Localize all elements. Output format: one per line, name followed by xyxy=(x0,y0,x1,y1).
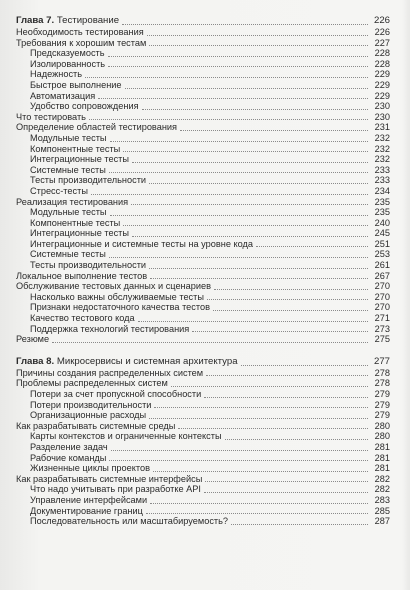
toc-entry-title: Автоматизация xyxy=(30,90,96,101)
toc-entry-page-number: 278 xyxy=(374,378,390,389)
leader-dots xyxy=(225,439,368,440)
toc-entry-title: Тесты производительности xyxy=(30,260,147,271)
toc-entry-page-number: 287 xyxy=(374,516,390,527)
toc-entry-title: Компонентные тесты xyxy=(30,217,121,228)
toc-entry xyxy=(16,324,390,335)
toc-entry xyxy=(16,292,390,303)
leader-dots xyxy=(205,481,368,482)
leader-dots xyxy=(149,45,368,46)
toc-entry xyxy=(16,112,390,123)
toc-entry-page-number: 227 xyxy=(374,37,390,48)
toc-entry-page-number: 229 xyxy=(374,90,390,101)
toc-entry-page-number: 278 xyxy=(374,367,390,378)
toc-entry xyxy=(16,378,390,389)
toc-entry-title: Стресс-тесты xyxy=(30,185,88,196)
leader-dots xyxy=(192,331,368,332)
toc-entry xyxy=(16,421,390,432)
toc-entry xyxy=(16,186,390,197)
toc-entry xyxy=(16,271,390,282)
toc-entry-title: Управление интерфейсами xyxy=(30,494,148,505)
toc-entry-page-number: 280 xyxy=(374,420,390,431)
toc-entry-title: Качество тестового кода xyxy=(30,313,135,324)
leader-dots xyxy=(110,215,368,216)
toc-entry-page-number: 270 xyxy=(374,291,390,302)
toc-entry-page-number: 232 xyxy=(374,154,390,165)
leader-dots xyxy=(109,460,368,461)
toc-entry-title: Определение областей тестирования xyxy=(16,122,177,133)
toc-entry-title: Тесты производительности xyxy=(30,175,147,186)
toc-entry-page-number: 275 xyxy=(374,334,390,345)
toc-entry xyxy=(16,80,390,91)
toc-entry-page-number: 251 xyxy=(374,238,390,249)
table-of-contents xyxy=(16,14,390,527)
toc-entry xyxy=(16,197,390,208)
toc-entry xyxy=(16,442,390,453)
chapter-label xyxy=(16,355,238,368)
leader-dots xyxy=(149,268,368,269)
leader-dots xyxy=(206,375,368,376)
toc-entry-title: Изолированность xyxy=(30,58,106,69)
leader-dots xyxy=(204,492,368,493)
toc-entry-page-number: 283 xyxy=(374,494,390,505)
toc-entry-page-number: 226 xyxy=(374,27,390,37)
leader-dots xyxy=(89,119,368,120)
toc-entry-page-number: 228 xyxy=(374,48,390,59)
leader-dots xyxy=(171,386,368,387)
toc-entry-title: Рабочие команды xyxy=(30,452,107,463)
toc-entry-title: Требования к хорошим тестам xyxy=(16,37,147,48)
toc-entry xyxy=(16,516,390,527)
leader-dots xyxy=(91,194,368,195)
leader-dots xyxy=(110,141,368,142)
toc-entry xyxy=(16,400,390,411)
toc-entry-title: Интеграционные тесты xyxy=(30,154,129,165)
leader-dots xyxy=(108,56,368,57)
toc-entry-title: Необходимость тестирования xyxy=(16,27,144,37)
toc-entry-page-number: 232 xyxy=(374,143,390,154)
toc-entry-page-number: 270 xyxy=(374,281,390,292)
leader-dots xyxy=(122,24,368,25)
leader-dots xyxy=(256,246,368,247)
chapter-label xyxy=(16,14,119,27)
toc-entry-page-number: 270 xyxy=(374,302,390,313)
toc-entry xyxy=(16,154,390,165)
toc-entry xyxy=(16,463,390,474)
toc-entry-page-number: 235 xyxy=(374,196,390,207)
toc-entry-page-number: 234 xyxy=(374,185,390,196)
toc-entry-title: Быстрое выполнение xyxy=(30,79,122,90)
toc-entry-title: Проблемы распределенных систем xyxy=(16,378,168,389)
toc-entry xyxy=(16,410,390,421)
toc-entry-title: Интеграционные и системные тесты на уровне кода xyxy=(30,238,253,249)
toc-entry-page-number: 245 xyxy=(374,228,390,239)
toc-entry-title: Удобство сопровождения xyxy=(30,101,139,112)
toc-entry-page-number: 228 xyxy=(374,58,390,69)
toc-entry-page-number: 281 xyxy=(374,441,390,452)
toc-entry-page-number: 279 xyxy=(374,410,390,421)
leader-dots xyxy=(108,66,368,67)
page-edge-shadow xyxy=(402,0,410,590)
toc-entry xyxy=(16,144,390,155)
leader-dots xyxy=(138,321,368,322)
toc-entry xyxy=(16,302,390,313)
toc-entry xyxy=(16,228,390,239)
toc-entry xyxy=(16,474,390,485)
leader-dots xyxy=(178,428,368,429)
toc-entry-page-number: 229 xyxy=(374,79,390,90)
toc-entry xyxy=(16,101,390,112)
toc-entry-title: Жизненные циклы проектов xyxy=(30,463,150,474)
toc-entry-page-number: 253 xyxy=(374,249,390,260)
toc-entry xyxy=(16,368,390,379)
toc-entry xyxy=(16,207,390,218)
toc-entry-page-number: 285 xyxy=(374,505,390,516)
leader-dots xyxy=(52,342,368,343)
toc-entry-title: Обслуживание тестовых данных и сценариев xyxy=(16,281,211,292)
leader-dots xyxy=(142,109,368,110)
leader-dots xyxy=(123,151,368,152)
toc-entry xyxy=(16,218,390,229)
toc-entry xyxy=(16,122,390,133)
leader-dots xyxy=(109,172,368,173)
leader-dots xyxy=(132,162,368,163)
leader-dots xyxy=(85,77,368,78)
toc-entry xyxy=(16,334,390,345)
toc-entry-page-number: 282 xyxy=(374,484,390,495)
toc-entry-title: Реализация тестирования xyxy=(16,196,129,207)
toc-entry-title: Интеграционные тесты xyxy=(30,228,129,239)
toc-entry xyxy=(16,59,390,70)
toc-entry-page-number: 230 xyxy=(374,101,390,112)
toc-entry-title: Организационные расходы xyxy=(30,410,147,421)
toc-entry xyxy=(16,484,390,495)
leader-dots xyxy=(109,257,368,258)
leader-dots xyxy=(149,418,368,419)
toc-entry-title: Надежность xyxy=(30,69,83,80)
toc-entry-page-number: 232 xyxy=(374,132,390,143)
toc-entry-title: Потери за счет пропускной способности xyxy=(30,389,202,399)
toc-entry-title: Предсказуемость xyxy=(30,48,105,59)
toc-entry xyxy=(16,389,390,400)
leader-dots xyxy=(98,98,368,99)
toc-entry-page-number: 233 xyxy=(374,164,390,175)
toc-entry-page-number: 235 xyxy=(374,207,390,218)
leader-dots xyxy=(111,450,368,451)
toc-entry-title: Системные тесты xyxy=(30,249,106,260)
leader-dots xyxy=(150,503,368,504)
chapter-page-number: 277 xyxy=(373,355,390,367)
toc-entry-page-number: 240 xyxy=(374,217,390,228)
leader-dots xyxy=(231,524,368,525)
toc-entry xyxy=(16,69,390,80)
chapter-title: Тестирование xyxy=(56,15,120,26)
toc-entry-title: Что тестировать xyxy=(16,111,86,122)
leader-dots xyxy=(150,278,368,279)
toc-entry-title: Последовательность или масштабируемость? xyxy=(30,516,229,527)
chapter-heading xyxy=(16,355,390,368)
toc-entry-page-number: 261 xyxy=(374,260,390,271)
toc-entry-title: Компонентные тесты xyxy=(30,143,121,154)
toc-entry-page-number: 281 xyxy=(374,463,390,474)
toc-entry-title: Карты контекстов и ограниченные контексты xyxy=(30,431,222,442)
leader-dots xyxy=(147,35,368,36)
chapter-number: Глава 8. xyxy=(16,355,55,367)
toc-entry-title: Как разрабатывать системные интерфейсы xyxy=(16,473,203,484)
toc-entry-page-number: 279 xyxy=(374,399,390,410)
toc-entry-page-number: 230 xyxy=(374,111,390,122)
toc-entry-page-number: 267 xyxy=(374,270,390,281)
toc-entry-title: Системные тесты xyxy=(30,164,106,175)
leader-dots xyxy=(149,183,368,184)
toc-entry xyxy=(16,48,390,59)
leader-dots xyxy=(204,397,368,398)
toc-entry-page-number: 231 xyxy=(374,122,390,133)
toc-entry-title: Причины создания распределенных систем xyxy=(16,367,204,378)
toc-entry-page-number: 233 xyxy=(374,175,390,186)
toc-entry xyxy=(16,38,390,49)
chapter-page-number: 226 xyxy=(373,15,390,26)
toc-entry-page-number: 281 xyxy=(374,452,390,463)
leader-dots xyxy=(213,310,368,311)
toc-entry-page-number: 229 xyxy=(374,69,390,80)
leader-dots xyxy=(214,289,368,290)
toc-entry xyxy=(16,281,390,292)
leader-dots xyxy=(180,130,368,131)
leader-dots xyxy=(132,236,368,237)
leader-dots xyxy=(131,204,368,205)
leader-dots xyxy=(241,365,368,366)
toc-entry-title: Модульные тесты xyxy=(30,207,107,218)
toc-entry-page-number: 271 xyxy=(374,313,390,324)
chapter-heading xyxy=(16,14,390,27)
toc-entry-page-number: 280 xyxy=(374,431,390,442)
toc-entry xyxy=(16,133,390,144)
toc-entry xyxy=(16,260,390,271)
toc-entry xyxy=(16,249,390,260)
chapter-title: Микросервисы и системная архитектура xyxy=(56,355,238,367)
toc-entry xyxy=(16,165,390,176)
toc-entry-title: Насколько важны обслуживаемые тесты xyxy=(30,291,204,302)
leader-dots xyxy=(125,88,368,89)
toc-entry-title: Резюме xyxy=(16,334,50,345)
leader-dots xyxy=(154,407,368,408)
toc-entry xyxy=(16,91,390,102)
leader-dots xyxy=(146,513,368,514)
leader-dots xyxy=(153,471,368,472)
toc-entry-title: Модульные тесты xyxy=(30,132,107,143)
toc-entry-title: Что надо учитывать при разработке API xyxy=(30,484,201,495)
toc-entry xyxy=(16,313,390,324)
leader-dots xyxy=(207,299,368,300)
toc-entry-page-number: 282 xyxy=(374,473,390,484)
toc-entry xyxy=(16,506,390,517)
toc-entry xyxy=(16,175,390,186)
toc-entry-title: Разделение задач xyxy=(30,441,108,452)
toc-entry-title: Поддержка технологий тестирования xyxy=(30,323,190,334)
toc-entry-title: Документирование границ xyxy=(30,505,143,516)
toc-entry-title: Локальное выполнение тестов xyxy=(16,270,148,281)
toc-entry-page-number: 273 xyxy=(374,323,390,334)
toc-entry-title: Как разрабатывать системные среды xyxy=(16,420,176,431)
toc-entry xyxy=(16,453,390,464)
chapter-number: Глава 7. xyxy=(16,15,55,26)
toc-entry xyxy=(16,495,390,506)
toc-entry xyxy=(16,27,390,38)
leader-dots xyxy=(123,225,368,226)
toc-entry xyxy=(16,239,390,250)
toc-entry-title: Признаки недостаточного качества тестов xyxy=(30,302,210,313)
toc-entry-title: Потери производительности xyxy=(30,399,152,410)
toc-entry-page-number: 279 xyxy=(374,389,390,399)
toc-entry xyxy=(16,431,390,442)
